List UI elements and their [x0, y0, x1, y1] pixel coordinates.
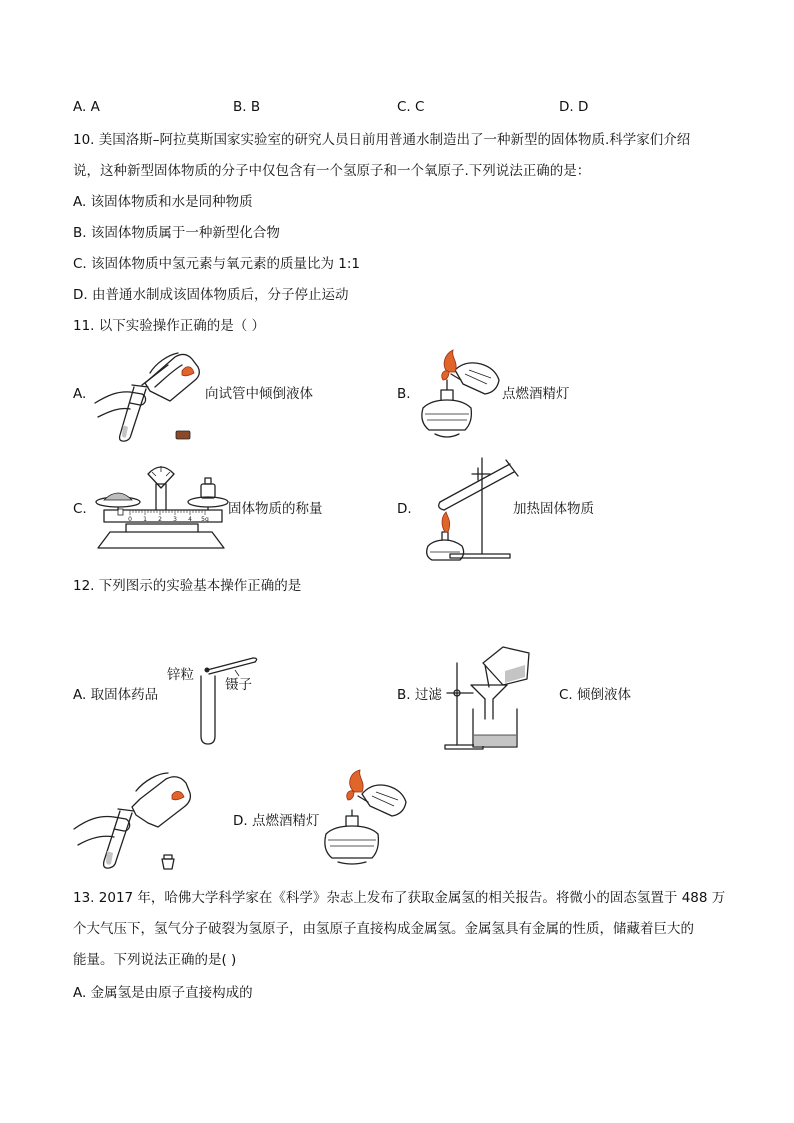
scale-tick-label: 0	[128, 516, 132, 523]
lighting-lamp-figure-2	[320, 770, 410, 865]
q10-stem-line1: 10. 美国洛斯–阿拉莫斯国家实验室的研究人员日前用普通水制造出了一种新型的固体物质.科学家们介绍	[73, 132, 691, 148]
q11-d-caption: 加热固体物质	[513, 501, 594, 517]
tweezers-zinc-figure	[195, 640, 265, 750]
q11-d-letter: D.	[397, 501, 412, 517]
q10-option-b: B. 该固体物质属于一种新型化合物	[73, 225, 280, 241]
q10-stem-line2: 说，这种新型固体物质的分子中仅包含有一个氢原子和一个氧原子.下列说法正确的是：	[73, 163, 591, 179]
q9-option-d: D. D	[559, 99, 589, 115]
q11-c-letter: C.	[73, 501, 87, 517]
q10-option-a: A. 该固体物质和水是同种物质	[73, 194, 253, 210]
q9-option-b: B. B	[233, 99, 261, 115]
balance-scale-figure	[90, 460, 230, 555]
zinc-label: 锌粒	[167, 667, 194, 683]
q11-b-letter: B.	[397, 386, 411, 402]
q11-a-letter: A.	[73, 386, 87, 402]
scale-tick-label: 3	[173, 516, 177, 523]
pouring-bottle-figure	[70, 765, 195, 875]
q10-option-c: C. 该固体物质中氢元素与氧元素的质量比为 1:1	[73, 256, 361, 272]
q12-c-label: C. 倾倒液体	[559, 687, 632, 703]
q11-stem: 11. 以下实验操作正确的是（ ）	[73, 318, 266, 334]
q12-d-label: D. 点燃酒精灯	[233, 813, 320, 829]
filtration-figure	[443, 643, 553, 753]
q13-stem-line2: 个大气压下，氢气分子破裂为氢原子，由氢原子直接构成金属氢。金属氢具有金属的性质，储藏着巨大的	[73, 921, 694, 937]
q11-a-caption: 向试管中倾倒液体	[205, 386, 313, 402]
q11-c-caption: 固体物质的称量	[228, 501, 323, 517]
scale-tick-label: 4	[188, 516, 192, 523]
q12-b-label: B. 过滤	[397, 687, 442, 703]
q11-b-caption: 点燃酒精灯	[502, 386, 570, 402]
heating-solid-figure	[410, 450, 520, 565]
tweezers-label: 镊子	[225, 677, 252, 693]
pouring-liquid-figure	[90, 345, 205, 445]
scale-rider	[118, 509, 123, 515]
q13-stem-line3: 能量。下列说法正确的是( )	[73, 952, 237, 968]
q10-option-d: D. 由普通水制成该固体物质后，分子停止运动	[73, 287, 349, 303]
scale-tick-label: 1	[143, 516, 147, 523]
scale-tick-label: 2	[158, 516, 162, 523]
lighting-lamp-figure	[415, 350, 505, 440]
scale-tick-label: 5g	[201, 516, 209, 523]
q12-a-label: A. 取固体药品	[73, 687, 159, 703]
q12-stem: 12. 下列图示的实验基本操作正确的是	[73, 578, 302, 594]
q9-option-a: A. A	[73, 99, 100, 115]
q9-option-c: C. C	[397, 99, 425, 115]
q13-option-a: A. 金属氢是由原子直接构成的	[73, 985, 253, 1001]
q13-stem-line1: 13. 2017 年，哈佛大学科学家在《科学》杂志上发布了获取金属氢的相关报告。将微小的固态氢置于 488 万	[73, 890, 726, 906]
